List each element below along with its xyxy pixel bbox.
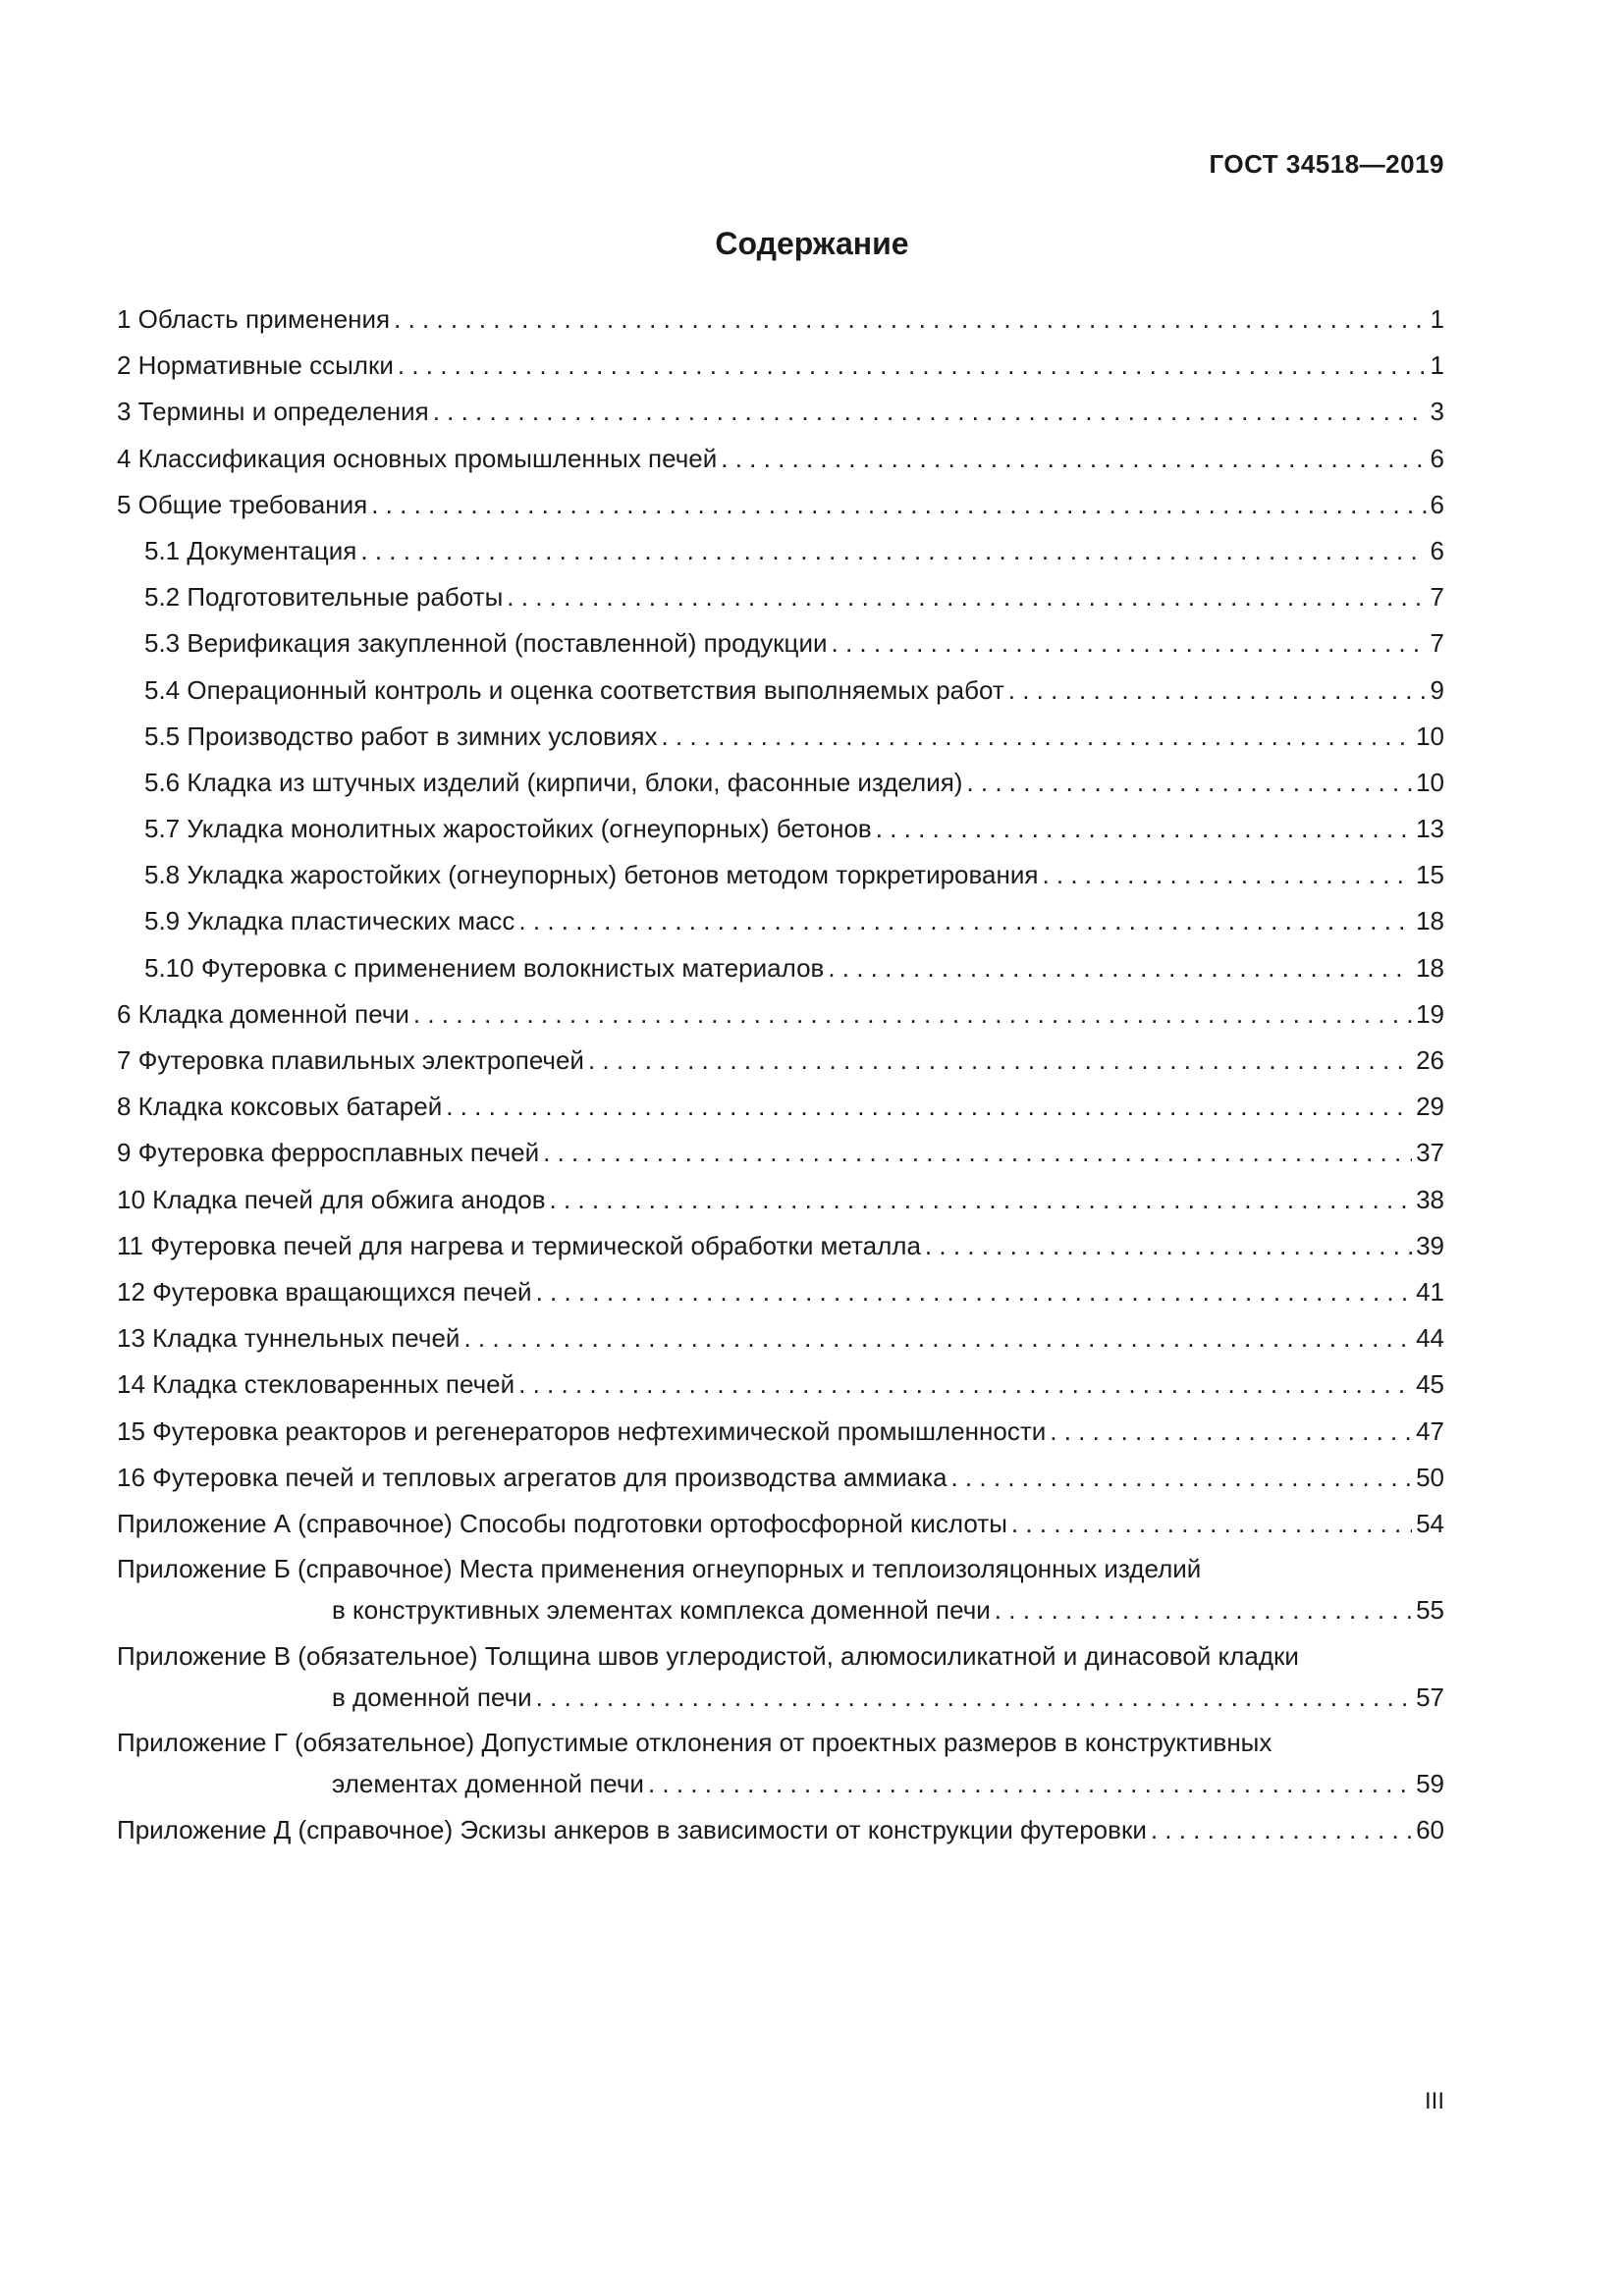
leader-dots	[394, 301, 1426, 337]
toc-item-6[interactable]	[117, 996, 1444, 1042]
toc-item-text: 2 Нормативные ссылки	[117, 350, 394, 381]
toc-item-page: 6	[1430, 489, 1444, 519]
leader-dots	[832, 625, 1427, 661]
leader-dots	[518, 1366, 1412, 1402]
toc-item-page: 15	[1416, 860, 1444, 890]
toc-item-9[interactable]	[117, 1135, 1444, 1181]
toc-item-page: 26	[1416, 1045, 1444, 1075]
toc-item-5-5[interactable]	[117, 719, 1444, 765]
toc-item-2[interactable]	[117, 347, 1444, 394]
toc-item-5-10[interactable]	[117, 950, 1444, 996]
toc-item-text: 5.2 Подготовительные работы	[144, 582, 504, 613]
toc-item-page: 29	[1416, 1092, 1444, 1122]
toc-item-text: 11 Футеровка печей для нагрева и термической обработки металла	[117, 1230, 921, 1260]
toc-item-page: 38	[1416, 1184, 1444, 1214]
toc-item-page: 50	[1416, 1462, 1444, 1492]
toc-item-page: 47	[1416, 1415, 1444, 1446]
toc-item-page: 44	[1416, 1323, 1444, 1354]
toc-item-10[interactable]	[117, 1182, 1444, 1228]
document-header: ГОСТ 34518—2019	[1209, 149, 1444, 179]
appendix-page: 55	[1416, 1595, 1444, 1626]
toc-item-5-2[interactable]	[117, 579, 1444, 625]
appendix-page: 60	[1416, 1814, 1444, 1844]
toc-item-text: 5.10 Футеровка с применением волокнистых материалов	[144, 952, 825, 983]
toc-item-14[interactable]	[117, 1366, 1444, 1413]
toc-item-11[interactable]	[117, 1228, 1444, 1274]
leader-dots	[360, 533, 1426, 568]
leader-dots	[543, 1135, 1412, 1170]
toc-item-text: 4 Классификация основных промышленных печей	[117, 443, 718, 473]
appendix-text: Приложение А (справочное) Способы подготовки ортофосфорной кислоты	[117, 1508, 1007, 1538]
toc-item-text: 5.4 Операционный контроль и оценка соответствия выполняемых работ	[144, 674, 1004, 705]
leader-dots	[828, 950, 1412, 986]
toc-item-text: 5.7 Укладка монолитных жаростойких (огнеупорных) бетонов	[144, 814, 872, 844]
toc-item-page: 3	[1430, 397, 1444, 427]
toc-item-page: 39	[1416, 1230, 1444, 1260]
leader-dots	[463, 1320, 1412, 1356]
toc-item-page: 19	[1416, 998, 1444, 1029]
leader-dots	[1011, 1506, 1412, 1541]
toc-item-16[interactable]	[117, 1460, 1444, 1506]
toc-item-1[interactable]	[117, 301, 1444, 347]
toc-item-text: 12 Футеровка вращающихся печей	[117, 1276, 532, 1307]
toc-item-4[interactable]	[117, 441, 1444, 487]
toc-item-page: 18	[1416, 906, 1444, 936]
leader-dots	[661, 719, 1412, 754]
leader-dots	[721, 441, 1426, 476]
toc-appendix-b[interactable]	[117, 1551, 1444, 1628]
toc-item-text: 3 Термины и определения	[117, 397, 429, 427]
toc-item-text: 5.5 Производство работ в зимних условиях	[144, 721, 658, 751]
leader-dots	[518, 903, 1412, 938]
appendix-page: 54	[1416, 1508, 1444, 1538]
toc-item-5-8[interactable]	[117, 857, 1444, 903]
table-of-contents	[117, 301, 1444, 1857]
toc-item-text: 9 Футеровка ферросплавных печей	[117, 1138, 540, 1168]
leader-dots	[995, 1592, 1412, 1628]
leader-dots	[1050, 1414, 1412, 1449]
toc-item-7[interactable]	[117, 1042, 1444, 1089]
leader-dots	[536, 1680, 1412, 1715]
toc-item-5-7[interactable]	[117, 811, 1444, 857]
toc-item-13[interactable]	[117, 1320, 1444, 1366]
toc-item-15[interactable]	[117, 1414, 1444, 1460]
toc-item-5-1[interactable]	[117, 533, 1444, 579]
appendix-page: 59	[1416, 1769, 1444, 1799]
leader-dots	[550, 1182, 1413, 1217]
toc-item-page: 18	[1416, 952, 1444, 983]
toc-item-page: 9	[1430, 674, 1444, 705]
toc-item-5-6[interactable]	[117, 765, 1444, 811]
appendix-text: Приложение Д (справочное) Эскизы анкеров в зависимости от конструкции футеровки	[117, 1814, 1147, 1844]
toc-item-page: 13	[1416, 814, 1444, 844]
appendix-text: Приложение Г (обязательное) Допустимые отклонения от проектных размеров в конструктивных	[117, 1728, 1272, 1758]
appendix-text-cont: элементах доменной печи	[332, 1769, 644, 1799]
toc-item-page: 7	[1430, 582, 1444, 613]
appendix-text: Приложение Б (справочное) Места применения огнеупорных и теплоизоляцонных изделий	[117, 1554, 1202, 1584]
toc-item-12[interactable]	[117, 1274, 1444, 1320]
leader-dots	[507, 579, 1426, 614]
toc-item-text: 13 Кладка туннельных печей	[117, 1323, 460, 1354]
leader-dots	[536, 1274, 1413, 1309]
appendix-text-cont: в конструктивных элементах комплекса доменной печи	[332, 1595, 991, 1626]
toc-item-text: 16 Футеровка печей и тепловых агрегатов для производства аммиака	[117, 1462, 947, 1492]
toc-item-text: 5.1 Документация	[144, 535, 357, 565]
leader-dots	[588, 1042, 1412, 1078]
toc-item-page: 37	[1416, 1138, 1444, 1168]
toc-item-text: 10 Кладка печей для обжига анодов	[117, 1184, 546, 1214]
toc-item-page: 7	[1430, 628, 1444, 659]
toc-appendix-g[interactable]	[117, 1725, 1444, 1801]
leader-dots	[1042, 857, 1412, 892]
appendix-text: Приложение В (обязательное) Толщина швов углеродистой, алюмосиликатной и динасовой кладки	[117, 1640, 1299, 1671]
toc-item-page: 6	[1430, 535, 1444, 565]
toc-item-text: 5 Общие требования	[117, 489, 368, 519]
leader-dots	[446, 1089, 1412, 1124]
leader-dots	[371, 487, 1426, 522]
toc-item-5[interactable]	[117, 487, 1444, 533]
toc-item-5-4[interactable]	[117, 672, 1444, 719]
leader-dots	[648, 1766, 1412, 1801]
leader-dots	[1008, 672, 1427, 708]
toc-item-text: 8 Кладка коксовых батарей	[117, 1092, 443, 1122]
appendix-text-cont: в доменной печи	[332, 1682, 532, 1712]
toc-item-text: 5.8 Укладка жаростойких (огнеупорных) бетонов методом торкретирования	[144, 860, 1039, 890]
toc-item-page: 6	[1430, 443, 1444, 473]
leader-dots	[413, 996, 1412, 1032]
toc-item-5-9[interactable]	[117, 903, 1444, 949]
toc-item-text: 5.3 Верификация закупленной (поставленной) продукции	[144, 628, 828, 659]
toc-appendix-a[interactable]	[117, 1506, 1444, 1541]
leader-dots	[433, 394, 1427, 429]
toc-item-page: 10	[1416, 767, 1444, 797]
toc-item-page: 10	[1416, 721, 1444, 751]
appendix-page: 57	[1416, 1682, 1444, 1712]
toc-item-page: 41	[1416, 1276, 1444, 1307]
toc-appendix-d[interactable]	[117, 1812, 1444, 1847]
leader-dots	[925, 1228, 1412, 1263]
toc-item-text: 6 Кладка доменной печи	[117, 998, 409, 1029]
page-number: III	[1424, 2088, 1444, 2114]
leader-dots	[966, 765, 1412, 800]
leader-dots	[950, 1460, 1412, 1495]
toc-item-3[interactable]	[117, 394, 1444, 440]
toc-item-text: 15 Футеровка реакторов и регенераторов нефтехимической промышленности	[117, 1415, 1047, 1446]
leader-dots	[1151, 1812, 1412, 1847]
toc-item-text: 5.9 Укладка пластических масс	[144, 906, 515, 936]
toc-appendix-v[interactable]	[117, 1638, 1444, 1715]
toc-item-text: 5.6 Кладка из штучных изделий (кирпичи, блоки, фасонные изделия)	[144, 767, 963, 797]
toc-item-text: 1 Область применения	[117, 304, 391, 334]
toc-item-page: 45	[1416, 1369, 1444, 1400]
leader-dots	[398, 347, 1427, 383]
toc-item-page: 1	[1430, 304, 1444, 334]
toc-item-text: 14 Кладка стекловаренных печей	[117, 1369, 515, 1400]
page-title: Содержание	[715, 226, 909, 261]
toc-item-5-3[interactable]	[117, 625, 1444, 671]
toc-item-8[interactable]	[117, 1089, 1444, 1135]
toc-item-text: 7 Футеровка плавильных электропечей	[117, 1045, 584, 1075]
toc-item-page: 1	[1430, 350, 1444, 381]
leader-dots	[876, 811, 1412, 846]
